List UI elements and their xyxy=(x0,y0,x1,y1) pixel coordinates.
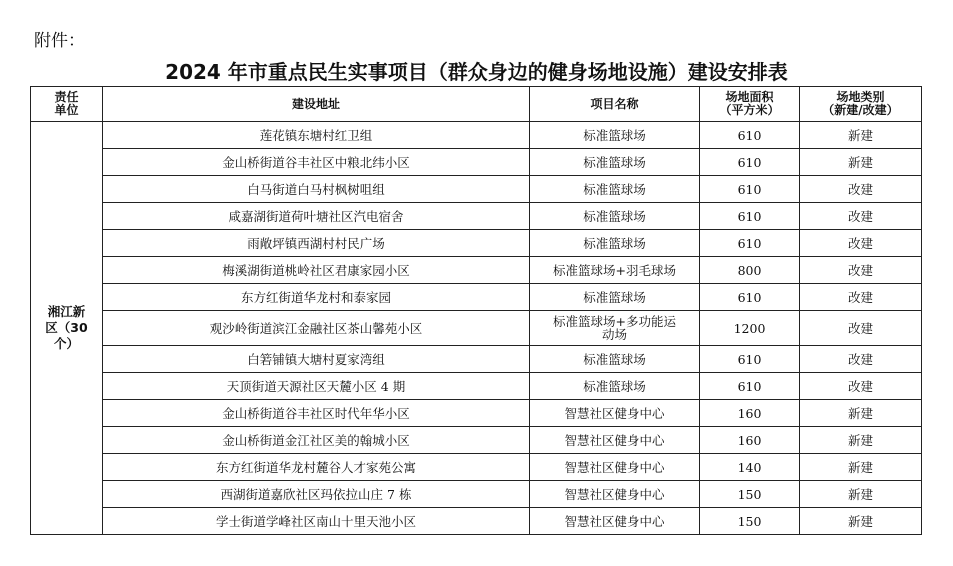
page-title: 2024 年市重点民生实事项目（群众身边的健身场地设施）建设安排表 xyxy=(165,60,788,84)
area-cell: 610 xyxy=(700,346,800,373)
type-cell: 新建 xyxy=(800,454,922,481)
attachment-label: 附件： xyxy=(34,31,85,51)
address-cell: 观沙岭街道滨江金融社区茶山馨苑小区 xyxy=(103,311,530,346)
header-type xyxy=(800,87,922,122)
type-cell: 新建 xyxy=(800,508,922,535)
table-row xyxy=(31,427,922,454)
project-cell: 标准篮球场 xyxy=(530,203,700,230)
type-cell: 改建 xyxy=(800,311,922,346)
responsible-unit-cell xyxy=(31,122,103,535)
table-row xyxy=(31,346,922,373)
project-line: 动场 xyxy=(601,327,627,342)
type-cell: 改建 xyxy=(800,176,922,203)
table-header-row xyxy=(31,87,922,122)
type-cell: 新建 xyxy=(800,400,922,427)
table-row xyxy=(31,311,922,346)
table-row xyxy=(31,454,922,481)
type-cell: 新建 xyxy=(800,122,922,149)
address-cell: 金山桥街道金江社区美的翰城小区 xyxy=(103,427,530,454)
table-row xyxy=(31,373,922,400)
type-cell: 改建 xyxy=(800,346,922,373)
table-row xyxy=(31,149,922,176)
project-cell: 标准篮球场 xyxy=(530,230,700,257)
project-cell: 标准篮球场 xyxy=(530,149,700,176)
table-row xyxy=(31,257,922,284)
area-cell: 150 xyxy=(700,481,800,508)
address-cell: 白马街道白马村枫树咀组 xyxy=(103,176,530,203)
area-cell: 160 xyxy=(700,400,800,427)
address-cell: 莲花镇东塘村红卫组 xyxy=(103,122,530,149)
area-cell: 610 xyxy=(700,230,800,257)
area-cell: 610 xyxy=(700,176,800,203)
address-cell: 天顶街道天源社区天麓小区 4 期 xyxy=(103,373,530,400)
header-unit-line: 单位 xyxy=(54,103,79,117)
table-row xyxy=(31,176,922,203)
type-cell: 新建 xyxy=(800,427,922,454)
project-cell: 标准篮球场+羽毛球场 xyxy=(530,257,700,284)
header-address: 建设地址 xyxy=(103,87,530,122)
area-cell: 610 xyxy=(700,284,800,311)
address-cell: 西湖街道嘉欣社区玛依拉山庄 7 栋 xyxy=(103,481,530,508)
header-unit xyxy=(31,87,103,122)
area-cell: 160 xyxy=(700,427,800,454)
address-cell: 学士街道学峰社区南山十里天池小区 xyxy=(103,508,530,535)
address-cell: 梅溪湖街道桃岭社区君康家园小区 xyxy=(103,257,530,284)
responsible-unit-line: 个） xyxy=(53,336,79,351)
type-cell: 改建 xyxy=(800,257,922,284)
area-cell: 610 xyxy=(700,373,800,400)
area-cell: 610 xyxy=(700,149,800,176)
project-cell: 标准篮球场 xyxy=(530,373,700,400)
area-cell: 800 xyxy=(700,257,800,284)
responsible-unit-line: 湘江新 xyxy=(47,304,86,319)
header-area-line: 场地面积 xyxy=(725,90,774,104)
header-type-line: 场地类别 xyxy=(836,90,885,104)
table-row xyxy=(31,122,922,149)
area-cell: 150 xyxy=(700,508,800,535)
table-row xyxy=(31,400,922,427)
header-area xyxy=(700,87,800,122)
project-cell: 标准篮球场 xyxy=(530,122,700,149)
address-cell: 金山桥街道谷丰社区时代年华小区 xyxy=(103,400,530,427)
project-cell: 标准篮球场 xyxy=(530,346,700,373)
address-cell: 东方红街道华龙村和泰家园 xyxy=(103,284,530,311)
responsible-unit-line: 区（30 xyxy=(45,320,88,335)
project-cell: 标准篮球场 xyxy=(530,284,700,311)
header-type-line: （新建/改建） xyxy=(822,103,899,117)
area-cell: 1200 xyxy=(700,311,800,346)
table-row xyxy=(31,481,922,508)
header-area-line: （平方米） xyxy=(719,103,780,117)
area-cell: 610 xyxy=(700,122,800,149)
project-cell: 智慧社区健身中心 xyxy=(530,508,700,535)
address-cell: 白箬铺镇大塘村夏家湾组 xyxy=(103,346,530,373)
project-cell: 智慧社区健身中心 xyxy=(530,400,700,427)
project-cell: 智慧社区健身中心 xyxy=(530,481,700,508)
project-cell: 智慧社区健身中心 xyxy=(530,454,700,481)
table-row xyxy=(31,230,922,257)
type-cell: 新建 xyxy=(800,481,922,508)
address-cell: 金山桥街道谷丰社区中粮北纬小区 xyxy=(103,149,530,176)
address-cell: 雨敞坪镇西湖村村民广场 xyxy=(103,230,530,257)
project-cell: 标准篮球场 xyxy=(530,176,700,203)
type-cell: 新建 xyxy=(800,149,922,176)
address-cell: 咸嘉湖街道荷叶塘社区汽电宿舍 xyxy=(103,203,530,230)
schedule-table xyxy=(30,86,922,535)
type-cell: 改建 xyxy=(800,203,922,230)
project-cell xyxy=(530,311,700,346)
header-unit-line: 责任 xyxy=(54,90,79,104)
address-cell: 东方红街道华龙村麓谷人才家苑公寓 xyxy=(103,454,530,481)
table-row xyxy=(31,203,922,230)
area-cell: 140 xyxy=(700,454,800,481)
header-project: 项目名称 xyxy=(530,87,700,122)
project-line: 标准篮球场+多功能运 xyxy=(553,314,676,329)
type-cell: 改建 xyxy=(800,373,922,400)
area-cell: 610 xyxy=(700,203,800,230)
type-cell: 改建 xyxy=(800,230,922,257)
type-cell: 改建 xyxy=(800,284,922,311)
project-cell: 智慧社区健身中心 xyxy=(530,427,700,454)
table-row xyxy=(31,508,922,535)
table-row xyxy=(31,284,922,311)
